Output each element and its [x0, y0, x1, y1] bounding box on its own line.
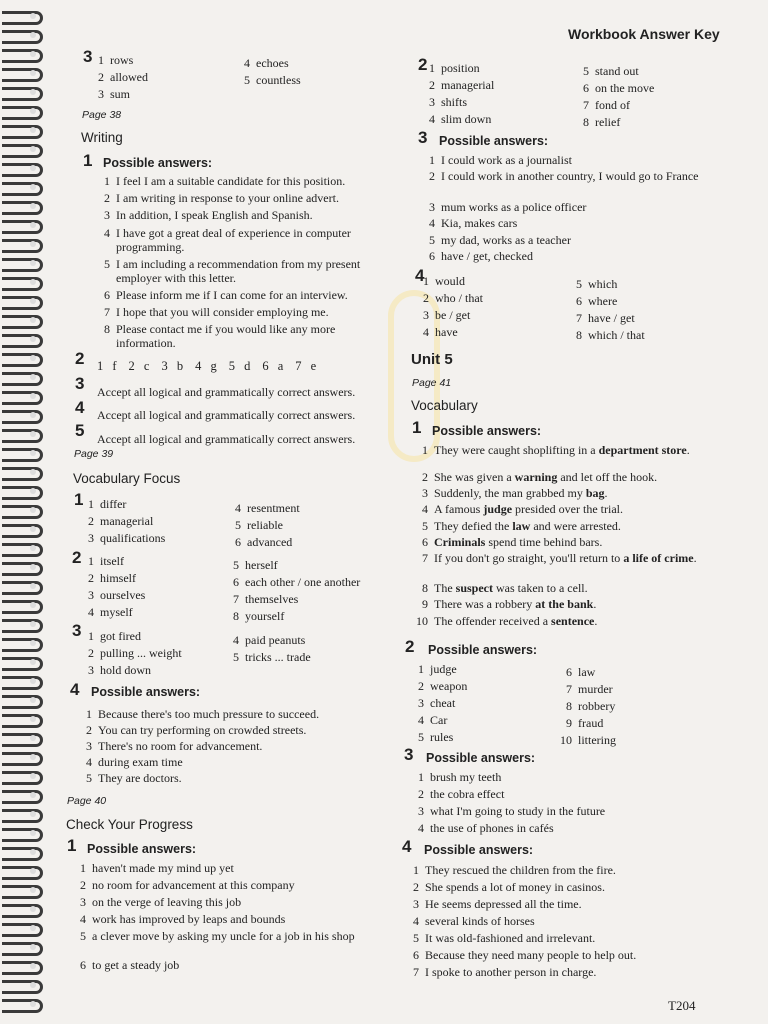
answer-list [405, 862, 636, 981]
spiral-coil [2, 27, 42, 43]
spiral-coil [2, 198, 42, 214]
page-reference: Page 39 [74, 448, 114, 460]
answer-item: 1 itself [88, 554, 124, 568]
question-number: 2 [405, 637, 415, 656]
answer-item: 2 I am writing in response to your online advert. [104, 191, 339, 205]
answer-column [90, 52, 148, 103]
answer-item: 6 where [576, 294, 618, 308]
spiral-coil [2, 160, 42, 176]
spiral-coil [2, 464, 42, 480]
answer-item: 6 to get a steady job [80, 958, 180, 972]
spiral-coil [2, 236, 42, 252]
question-number: 3 [418, 128, 428, 147]
spiral-coil [2, 882, 42, 898]
question-number: 3 [404, 745, 414, 764]
answer-item: 3 Suddenly, the man grabbed my bag. [422, 486, 608, 500]
answer-item: 4 Car [418, 713, 448, 727]
spiral-coil [2, 331, 42, 347]
answer-column [227, 500, 300, 551]
page-reference: Page 38 [82, 109, 122, 121]
answer-item: 3 He seems depressed all the time. [413, 897, 582, 911]
answer-item: 2 weapon [418, 679, 468, 693]
answer-item: 3 sum [98, 87, 131, 101]
spiral-coil [2, 141, 42, 157]
question-number: 3 [75, 374, 85, 393]
answer-item: 4 A famous judge presided over the trial. [422, 502, 623, 516]
answer-item: 2 himself [88, 571, 136, 585]
answer-item: 4 the use of phones in cafés [418, 821, 554, 835]
spiral-coil [2, 616, 42, 632]
answer-item: 7 I spoke to another person in charge. [413, 965, 597, 979]
spiral-coil [2, 255, 42, 271]
answer-item: 3 what I'm going to study in the future [418, 804, 606, 818]
answer-item: 8 relief [583, 115, 621, 129]
answer-column [410, 661, 467, 746]
answer-list [78, 706, 319, 786]
question-number: 1 [83, 151, 93, 170]
answer-item: 5 rules [418, 730, 454, 744]
spiral-coil [2, 825, 42, 841]
spiral-coil [2, 369, 42, 385]
answer-item: 6 law [566, 665, 596, 679]
answer-item: 2 I could work in another country, I would go to France [429, 169, 699, 183]
spiral-coil [2, 46, 42, 62]
answer-list [414, 443, 734, 630]
answer-column [80, 628, 182, 679]
spiral-coil [2, 673, 42, 689]
question-number: 4 [70, 680, 80, 699]
answer-item: 1 They rescued the children from the fire. [413, 863, 616, 877]
possible-answers-label: Possible answers: [428, 643, 538, 657]
answer-item: 5 They defied the law and were arrested. [422, 519, 621, 533]
answer-item: 3 hold down [88, 663, 151, 677]
answer-item: 6 on the move [583, 81, 655, 95]
answer-item: 4 several kinds of horses [413, 914, 535, 928]
spiral-coil [2, 483, 42, 499]
answer-item: 3 qualifications [88, 531, 166, 545]
answer-item: 7 themselves [233, 592, 299, 606]
spiral-coil [2, 787, 42, 803]
spiral-coil [2, 350, 42, 366]
possible-answers-label: Possible answers: [91, 685, 201, 699]
spiral-coil [2, 179, 42, 195]
answer-item: 1 judge [418, 662, 457, 676]
spiral-binding [0, 0, 44, 1024]
answer-text: Accept all logical and grammatically correct answers. [97, 432, 356, 446]
section-title: Writing [81, 130, 123, 145]
answer-item: 6 advanced [235, 535, 293, 549]
spiral-coil [2, 65, 42, 81]
answer-item: 2 allowed [98, 70, 148, 84]
answer-item: 5 They are doctors. [86, 771, 182, 785]
answer-item: 10 The offender received a sentence. [416, 614, 598, 628]
answer-item: 2 who / that [423, 291, 483, 305]
answer-item: 6 Because they need many people to help out. [413, 948, 637, 962]
spiral-coil [2, 540, 42, 556]
answer-item: 1 position [429, 61, 480, 75]
answer-item: 5 my dad, works as a teacher [429, 233, 571, 247]
answer-item: 5 reliable [235, 518, 283, 532]
answer-item: 8 Please contact me if you would like any more information. [104, 322, 336, 350]
answer-list [96, 174, 386, 350]
answer-item: 9 fraud [566, 716, 604, 730]
question-number: 3 [83, 47, 93, 66]
unit-title: Unit 5 [411, 351, 453, 368]
answer-text: Accept all logical and grammatically correct answers. [97, 385, 356, 399]
answer-column [415, 273, 483, 341]
answer-item: 1 rows [98, 53, 134, 67]
answer-column [568, 276, 645, 344]
spiral-coil [2, 84, 42, 100]
answer-item: 2 no room for advancement at this company [80, 878, 295, 892]
answer-item: 3 ourselves [88, 588, 146, 602]
answer-item: 5 It was old-fashioned and irrelevant. [413, 931, 596, 945]
answer-item: 6 have / get, checked [429, 249, 533, 263]
answer-item: 4 Kia, makes cars [429, 216, 518, 230]
answer-item: 4 paid peanuts [233, 633, 306, 647]
answer-item: 5 I am including a recommendation from my present employer with this letter. [104, 257, 361, 285]
answer-item: 4 slim down [429, 112, 492, 126]
answer-item: 7 have / get [576, 311, 635, 325]
answer-item: 1 I feel I am a suitable candidate for this position. [104, 174, 346, 188]
answer-item: 3 mum works as a police officer [429, 200, 587, 214]
answer-column [225, 632, 311, 666]
possible-answers-label: Possible answers: [87, 842, 197, 856]
answer-item: 7 I hope that you will consider employing me. [104, 305, 329, 319]
spiral-coil [2, 920, 42, 936]
answer-item: 4 have [423, 325, 458, 339]
answer-item: 3 on the verge of leaving this job [80, 895, 242, 909]
answer-item: 5 a clever move by asking my uncle for a job in his shop [80, 929, 355, 943]
spiral-coil [2, 635, 42, 651]
page-header-title: Workbook Answer Key [568, 26, 720, 42]
answer-item: 2 She spends a lot of money in casinos. [413, 880, 605, 894]
answer-item: 1 They were caught shoplifting in a department store. [422, 443, 690, 457]
match-answers: 1 f 2 c 3 b 4 g 5 d 6 a 7 e [97, 359, 317, 373]
possible-answers-label: Possible answers: [426, 751, 536, 765]
answer-column [236, 55, 301, 89]
answer-column [575, 63, 654, 131]
answer-list [421, 153, 721, 265]
spiral-coil [2, 502, 42, 518]
spiral-coil [2, 388, 42, 404]
spiral-coil [2, 654, 42, 670]
question-number: 5 [75, 421, 85, 440]
answer-column [558, 664, 616, 749]
question-number: 2 [72, 548, 82, 567]
answer-item: 4 myself [88, 605, 133, 619]
answer-item: 1 I could work as a journalist [429, 153, 572, 167]
spiral-coil [2, 958, 42, 974]
spiral-coil [2, 749, 42, 765]
answer-item: 2 pulling ... weight [88, 646, 182, 660]
answer-item: 6 Criminals spend time behind bars. [422, 535, 603, 549]
spiral-coil [2, 445, 42, 461]
answer-item: 2 She was given a warning and let off the hook. [422, 470, 658, 484]
answer-list [410, 769, 605, 837]
spiral-coil [2, 122, 42, 138]
spiral-coil [2, 692, 42, 708]
answer-item: 2 managerial [429, 78, 495, 92]
answer-text: Accept all logical and grammatically correct answers. [97, 408, 356, 422]
answer-item: 3 be / get [423, 308, 471, 322]
answer-item: 3 cheat [418, 696, 456, 710]
possible-answers-label: Possible answers: [439, 134, 549, 148]
spiral-coil [2, 426, 42, 442]
answer-item: 2 managerial [88, 514, 154, 528]
answer-item: 7 If you don't go straight, you'll return to a life of crime. [422, 551, 697, 565]
answer-item: 1 brush my teeth [418, 770, 502, 784]
answer-item: 5 which [576, 277, 618, 291]
spiral-coil [2, 901, 42, 917]
answer-column [80, 496, 165, 547]
answer-item: 7 murder [566, 682, 613, 696]
spiral-coil [2, 407, 42, 423]
spiral-coil [2, 806, 42, 822]
answer-item: 4 I have got a great deal of experience in computer programming. [104, 226, 351, 254]
spiral-coil [2, 939, 42, 955]
spiral-coil [2, 521, 42, 537]
answer-item: 1 got fired [88, 629, 141, 643]
answer-item: 4 echoes [244, 56, 289, 70]
question-number: 1 [412, 418, 422, 437]
possible-answers-label: Possible answers: [432, 424, 542, 438]
spiral-coil [2, 103, 42, 119]
answer-item: 5 countless [244, 73, 301, 87]
answer-item: 1 Because there's too much pressure to succeed. [86, 707, 320, 721]
spiral-coil [2, 977, 42, 993]
spiral-coil [2, 8, 42, 24]
answer-item: 6 each other / one another [233, 575, 361, 589]
question-number: 4 [75, 398, 85, 417]
answer-column [80, 553, 145, 621]
question-number: 4 [415, 266, 425, 285]
question-number: 2 [418, 55, 428, 74]
question-number: 1 [67, 836, 77, 855]
spiral-coil [2, 730, 42, 746]
answer-item: 3 shifts [429, 95, 468, 109]
spiral-coil [2, 844, 42, 860]
answer-item: 4 during exam time [86, 755, 183, 769]
question-number: 1 [74, 490, 84, 509]
question-number: 3 [72, 621, 82, 640]
answer-item: 6 Please inform me if I can come for an interview. [104, 288, 348, 302]
answer-item: 5 stand out [583, 64, 639, 78]
spiral-coil [2, 293, 42, 309]
answer-column [421, 60, 494, 128]
answer-item: 8 which / that [576, 328, 645, 342]
page-reference: Page 41 [412, 377, 452, 389]
answer-item: 4 resentment [235, 501, 300, 515]
answer-column [225, 557, 360, 625]
answer-item: 3 There's no room for advancement. [86, 739, 263, 753]
question-number: 4 [402, 837, 412, 856]
question-number: 2 [75, 349, 85, 368]
answer-item: 3 In addition, I speak English and Spanish. [104, 208, 313, 222]
spiral-coil [2, 996, 42, 1012]
page-number: T204 [668, 998, 696, 1013]
spiral-coil [2, 863, 42, 879]
answer-item: 8 The suspect was taken to a cell. [422, 581, 588, 595]
spiral-coil [2, 274, 42, 290]
section-title: Check Your Progress [66, 817, 193, 832]
answer-item: 5 tricks ... trade [233, 650, 311, 664]
answer-item: 5 herself [233, 558, 278, 572]
answer-item: 8 yourself [233, 609, 285, 623]
answer-item: 4 work has improved by leaps and bounds [80, 912, 286, 926]
answer-item: 8 robbery [566, 699, 616, 713]
answer-item: 1 differ [88, 497, 127, 511]
answer-item: 7 fond of [583, 98, 630, 112]
answer-item: 9 There was a robbery at the bank. [422, 597, 597, 611]
spiral-coil [2, 578, 42, 594]
spiral-coil [2, 597, 42, 613]
spiral-coil [2, 711, 42, 727]
possible-answers-label: Possible answers: [424, 843, 534, 857]
spiral-coil [2, 312, 42, 328]
possible-answers-label: Possible answers: [103, 156, 213, 170]
section-title: Vocabulary [411, 398, 478, 413]
page-reference: Page 40 [67, 795, 107, 807]
answer-item: 1 would [423, 274, 465, 288]
answer-item: 1 haven't made my mind up yet [80, 861, 234, 875]
section-title: Vocabulary Focus [73, 471, 181, 486]
answer-item: 10 littering [560, 733, 616, 747]
spiral-coil [2, 768, 42, 784]
spiral-coil [2, 217, 42, 233]
answer-item: 2 You can try performing on crowded streets. [86, 723, 307, 737]
answer-item: 2 the cobra effect [418, 787, 505, 801]
answer-list [72, 861, 372, 975]
spiral-coil [2, 559, 42, 575]
